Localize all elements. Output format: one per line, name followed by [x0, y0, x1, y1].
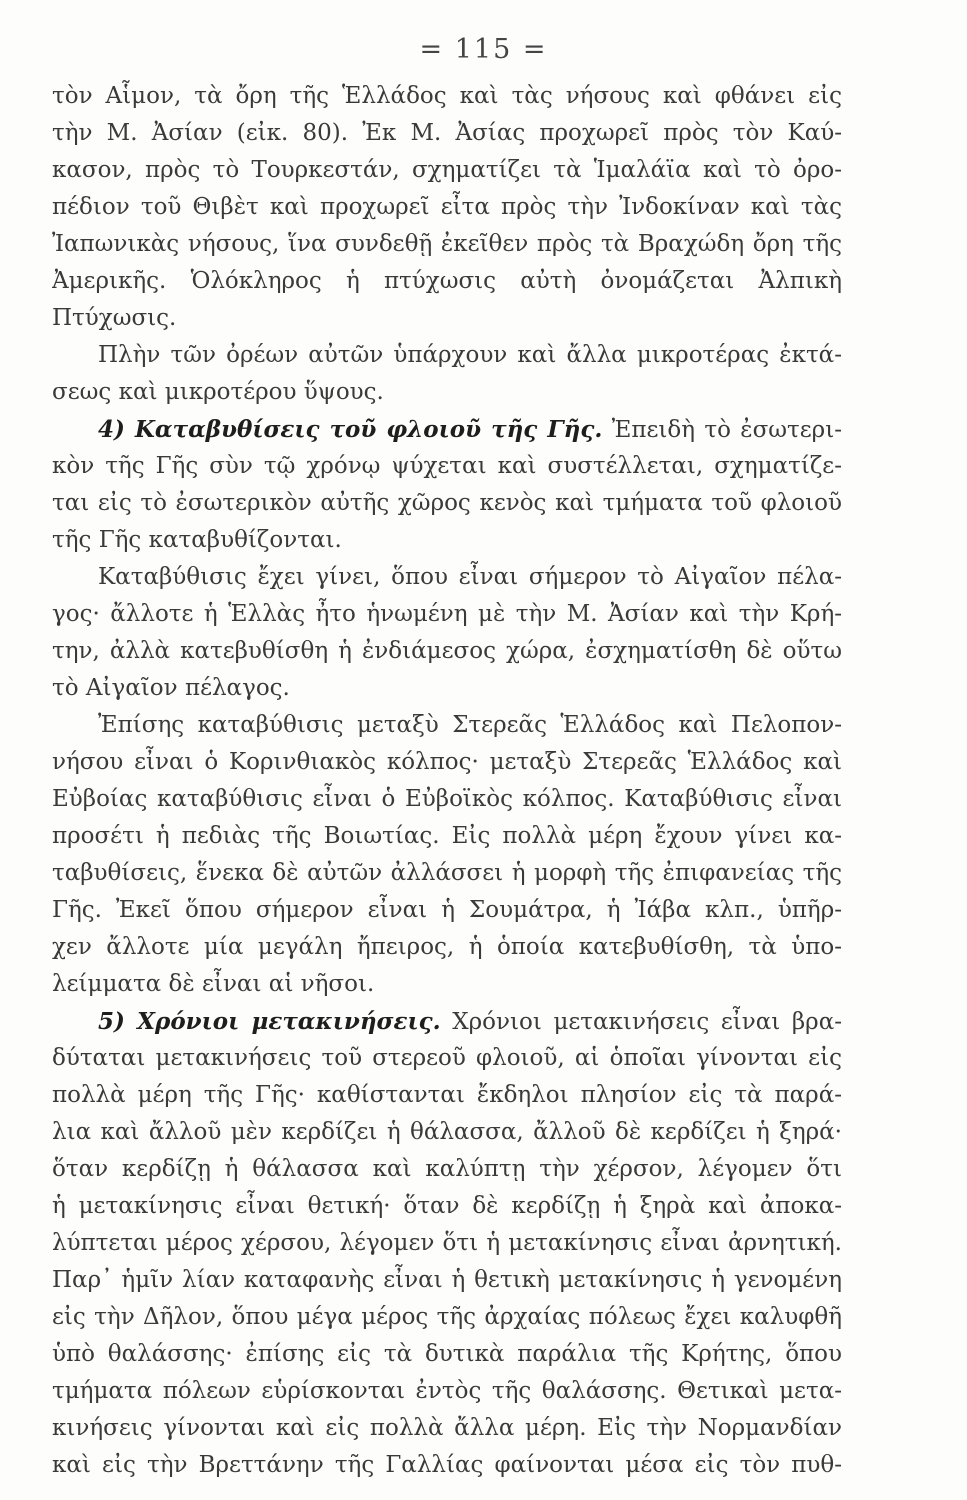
text-line: τμήματα πόλεων εὑρίσκονται ἐντὸς τῆς θαλάσσης. Θετικαὶ μετα- — [52, 1378, 842, 1404]
text-line: κασον, πρὸς τὸ Τουρκεστάν, σχηματίζει τὰ Ἱμαλάϊα καὶ τὸ ὀρο- — [52, 157, 842, 183]
text-line: λια καὶ ἄλλοῦ μὲν κερδίζει ἡ θάλασσα, ἄλλοῦ δὲ κερδίζει ἡ ξηρά· — [52, 1119, 842, 1145]
text-line: καὶ εἰς τὴν Βρεττάνην τῆς Γαλλίας φαίνονται μέσα εἰς τὸν πυθ- — [52, 1452, 842, 1478]
text-line: ταβυθίσεις, ἕνεκα δὲ αὐτῶν ἀλλάσσει ἡ μορφὴ τῆς ἐπιφανείας τῆς — [52, 860, 842, 886]
text-line: ὅταν κερδίζῃ ἡ θάλασσα καὶ καλύπτῃ τὴν χέρσον, λέγομεν ὅτι — [52, 1156, 842, 1182]
text-line: τὸ Αἰγαῖον πέλαγος. — [52, 675, 290, 701]
text-line — [52, 411, 842, 448]
text-line: εἰς τὴν Δῆλον, ὅπου μέγα μέρος τῆς ἀρχαίας πόλεως ἔχει καλυφθῆ — [52, 1304, 842, 1330]
text-line: Πλὴν τῶν ὀρέων αὐτῶν ὑπάρχουν καὶ ἄλλα μικροτέρας ἐκτά- — [98, 342, 842, 368]
text-line: γος· ἄλλοτε ἡ Ἑλλὰς ἦτο ἡνωμένη μὲ τὴν Μ. Ἀσίαν καὶ τὴν Κρή- — [52, 601, 842, 627]
text-line: Καταβύθισις ἔχει γίνει, ὅπου εἶναι σήμερον τὸ Αἰγαῖον πέλα- — [98, 564, 842, 590]
text-line: ται εἰς τὸ ἐσωτερικὸν αὐτῆς χῶρος κενὸς καὶ τμήματα τοῦ φλοιοῦ — [52, 490, 842, 516]
text-line: Πτύχωσις. — [52, 305, 177, 331]
text-line: ὑπὸ θαλάσσης· ἐπίσης εἰς τὰ δυτικὰ παράλια τῆς Κρήτης, ὅπου — [52, 1341, 842, 1367]
text-line: Γῆς. Ἐκεῖ ὅπου σήμερον εἶναι ἡ Σουμάτρα, ἡ Ἰάβα κλπ., ὑπῆρ- — [52, 897, 842, 923]
text-line: πολλὰ μέρη τῆς Γῆς· καθίστανται ἔκδηλοι πλησίον εἰς τὰ παρά- — [52, 1082, 842, 1108]
text-line: κὸν τῆς Γῆς σὺν τῷ χρόνῳ ψύχεται καὶ συστέλλεται, σχηματίζε- — [52, 453, 842, 479]
text-line: δύταται μετακινήσεις τοῦ στερεοῦ φλοιοῦ, αἱ ὁποῖαι γίνονται εἰς — [52, 1045, 842, 1071]
text-line: λύπτεται μέρος χέρσου, λέγομεν ὅτι ἡ μετακίνησις εἶναι ἀρνητική. — [52, 1230, 842, 1256]
text-line: λείμματα δὲ εἶναι αἱ νῆσοι. — [52, 971, 375, 997]
text-line: Ἐπίσης καταβύθισις μεταξὺ Στερεᾶς Ἑλλάδος καὶ Πελοπον- — [98, 712, 842, 738]
text-line: χεν ἄλλοτε μία μεγάλη ἤπειρος, ἡ ὁποία κατεβυθίσθη, τὰ ὑπο- — [52, 934, 842, 960]
section-heading: 5) Χρόνιοι μετακινήσεις. — [98, 1008, 441, 1035]
text-line: πέδιον τοῦ Θιβὲτ καὶ προχωρεῖ εἶτα πρὸς τὴν Ἰνδοκίναν καὶ τὰς — [52, 194, 842, 220]
body-text — [52, 78, 842, 1484]
text-line: ἡ μετακίνησις εἶναι θετική· ὅταν δὲ κερδίζῃ ἡ ξηρὰ καὶ ἀποκα- — [52, 1193, 842, 1219]
text-line: σεως καὶ μικροτέρου ὕψους. — [52, 379, 384, 405]
section-heading: 4) Καταβυθίσεις τοῦ φλοιοῦ τῆς Γῆς. — [98, 416, 603, 443]
text-line — [52, 1003, 842, 1040]
text-line: νήσου εἶναι ὁ Κορινθιακὸς κόλπος· μεταξὺ Στερεᾶς Ἑλλάδος καὶ — [52, 749, 842, 775]
text-line: τῆς Γῆς καταβυθίζονται. — [52, 527, 342, 553]
line-text: Χρόνιοι μετακινήσεις εἶναι βρα- — [440, 1009, 842, 1035]
text-line: κινήσεις γίνονται καὶ εἰς πολλὰ ἄλλα μέρη. Εἰς τὴν Νορμανδίαν — [52, 1415, 842, 1441]
text-line: Ἰαπωνικὰς νήσους, ἵνα συνδεθῇ ἐκεῖθεν πρὸς τὰ Βραχώδη ὄρη τῆς — [52, 231, 842, 257]
text-line: Εὐβοίας καταβύθισις εἶναι ὁ Εὐβοϊκὸς κόλπος. Καταβύθισις εἶναι — [52, 786, 842, 812]
text-line: τὴν Μ. Ἀσίαν (εἰκ. 80). Ἐκ Μ. Ἀσίας προχωρεῖ πρὸς τὸν Καύ- — [52, 120, 842, 146]
text-line: τὸν Αἷμον, τὰ ὄρη τῆς Ἑλλάδος καὶ τὰς νήσους καὶ φθάνει εἰς — [52, 83, 842, 109]
line-text: Ἐπειδὴ τὸ ἐσωτερι- — [602, 417, 842, 443]
text-line: Ἀμερικῆς. Ὁλόκληρος ἡ πτύχωσις αὐτὴ ὀνομάζεται Ἀλπικὴ — [52, 268, 842, 294]
text-line: Παρ᾽ ἡμῖν λίαν καταφανὴς εἶναι ἡ θετικὴ μετακίνησις ἡ γενομένη — [52, 1267, 842, 1293]
text-line: την, ἀλλὰ κατεβυθίσθη ἡ ἐνδιάμεσος χώρα, ἐσχηματίσθη δὲ οὕτω — [52, 638, 842, 664]
text-line: προσέτι ἡ πεδιὰς τῆς Βοιωτίας. Εἰς πολλὰ μέρη ἔχουν γίνει κα- — [52, 823, 842, 849]
page-number: = 115 = — [419, 34, 548, 65]
